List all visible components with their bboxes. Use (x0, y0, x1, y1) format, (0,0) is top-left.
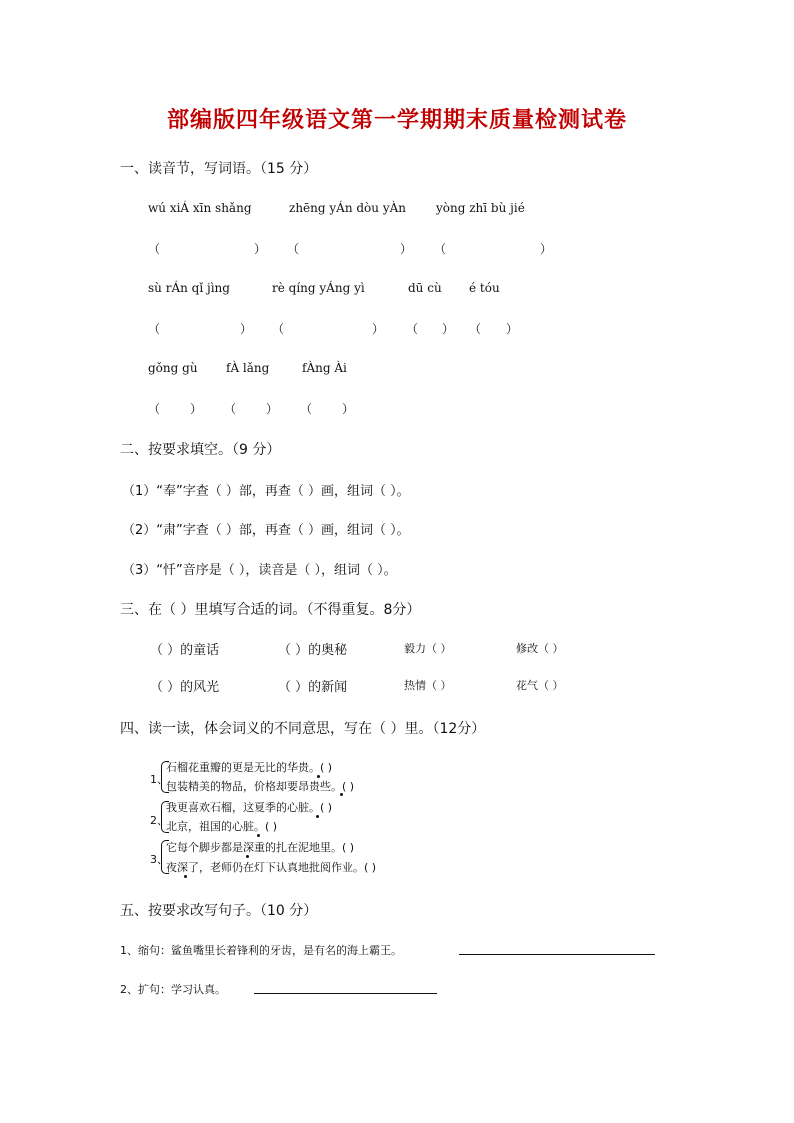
answer-box-left: （ (469, 322, 482, 336)
sentence-1a: 石榴花重瓣的更是无比的华贵。( ) (166, 761, 333, 774)
group-number: 2、 (150, 814, 168, 827)
emphasis-dot (184, 875, 187, 878)
rewrite-item-2: 2、扩句：学习认真。 (120, 983, 226, 996)
answer-box-right: ） (342, 402, 355, 416)
word-fill-4: 修改（ ） (516, 642, 564, 655)
section-4-heading: 四、读一读，体会词义的不同意思，写在（ ）里。（12分） (120, 721, 486, 737)
answer-box-left: （ (287, 242, 300, 256)
answer-box-left: （ (224, 402, 237, 416)
answer-box-left: （ (148, 402, 161, 416)
emphasis-dot (340, 793, 343, 796)
emphasis-dot (316, 815, 319, 818)
answer-line (459, 954, 655, 955)
answer-box-right: ） (372, 322, 385, 336)
answer-box-left: （ (272, 322, 285, 336)
answer-box-right: ） (190, 402, 203, 416)
pinyin-3-2: fÀ lǎng (226, 361, 270, 375)
rewrite-item-1: 1、缩句：鲨鱼嘴里长着锋利的牙齿，是有名的海上霸王。 (120, 944, 402, 957)
pinyin-3-3: fÀng Ài (302, 361, 347, 375)
pinyin-1-1: wú xiÁ xīn shǎng (148, 201, 252, 215)
answer-box-right: ） (506, 322, 519, 336)
word-fill-1: （ ）的童话 (150, 643, 220, 658)
sentence-1b: 包装精美的物品，价格却要昂贵些。( ) (166, 780, 355, 793)
pinyin-1-2: zhēng yÁn dòu yÀn (289, 201, 406, 215)
emphasis-dot (317, 775, 320, 778)
pinyin-3-1: gǒng gù (148, 361, 198, 375)
answer-box-right: ） (266, 402, 279, 416)
sentence-3b: 夜深了，老师仍在灯下认真地批阅作业。( ) (166, 861, 377, 874)
emphasis-dot (257, 834, 260, 837)
fill-item-2: （2）“肃”字查（ ）部，再查（ ）画，组词（ ）。 (122, 523, 410, 538)
answer-box-right: ） (400, 242, 413, 256)
pinyin-2-1: sù rÁn qǐ jìng (148, 281, 230, 295)
section-5-heading: 五、按要求改写句子。（10 分） (120, 903, 318, 919)
answer-box-left: （ (300, 402, 313, 416)
group-number: 3、 (150, 853, 168, 866)
answer-box-left: （ (434, 242, 447, 256)
emphasis-dot (246, 855, 249, 858)
page-title: 部编版四年级语文第一学期期末质量检测试卷 (166, 107, 627, 133)
section-2-heading: 二、按要求填空。（9 分） (120, 442, 281, 458)
pinyin-2-3: dū cù (408, 281, 442, 295)
section-1-heading: 一、读音节，写词语。（15 分） (120, 161, 318, 177)
answer-box-right: ） (240, 322, 253, 336)
sentence-2b: 北京，祖国的心脏。( ) (166, 820, 278, 833)
word-fill-5: （ ）的风光 (150, 680, 220, 695)
word-fill-6: （ ）的新闻 (278, 680, 348, 695)
pinyin-2-4: é tóu (469, 281, 500, 295)
word-fill-2: （ ）的奥秘 (278, 643, 348, 658)
word-fill-8: 花气（ ） (516, 679, 564, 692)
sentence-3a: 它每个脚步都是深重的扎在泥地里。( ) (166, 841, 355, 854)
sentence-2a: 我更喜欢石榴，这夏季的心脏。( ) (166, 801, 333, 814)
section-3-heading: 三、在（ ）里填写合适的词。（不得重复。8分） (120, 602, 421, 618)
answer-box-right: ） (254, 242, 267, 256)
word-fill-3: 毅力（ ） (404, 642, 452, 655)
answer-box-left: （ (148, 322, 161, 336)
pinyin-1-3: yòng zhī bù jié (436, 201, 525, 215)
group-number: 1、 (150, 773, 168, 786)
answer-box-right: ） (442, 322, 455, 336)
fill-item-1: （1）“奉”字查（ ）部，再查（ ）画，组词（ ）。 (122, 484, 410, 499)
word-fill-7: 热情（ ） (404, 679, 452, 692)
pinyin-2-2: rè qíng yÁng yì (272, 281, 365, 295)
answer-box-right: ） (540, 242, 553, 256)
answer-box-left: （ (406, 322, 419, 336)
answer-box-left: （ (148, 242, 161, 256)
answer-line (254, 993, 437, 994)
fill-item-3: （3）“忏”音序是（ ），读音是（ ），组词（ ）。 (122, 563, 397, 578)
